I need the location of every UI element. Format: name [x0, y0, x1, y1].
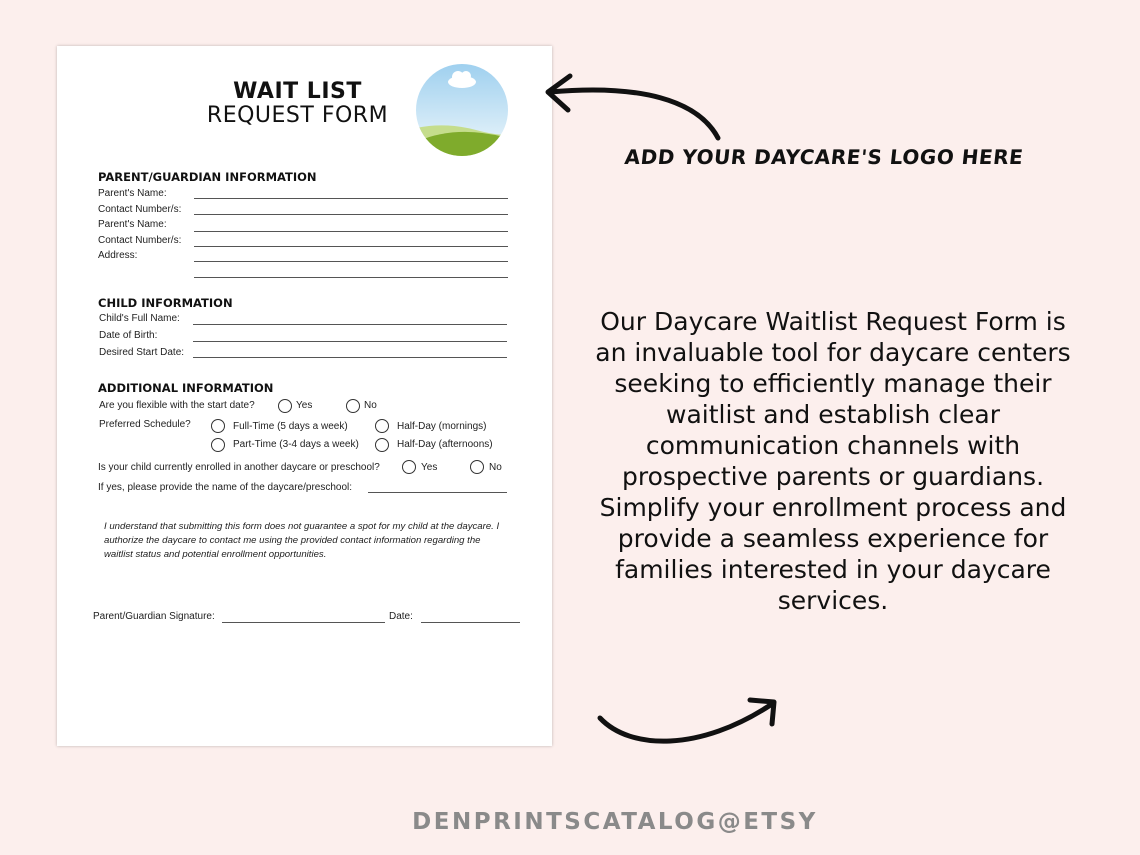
enrolled-no-radio[interactable]	[470, 460, 484, 474]
start-date-line[interactable]	[193, 357, 507, 358]
child-section-heading: CHILD INFORMATION	[98, 296, 233, 310]
signature-date-line[interactable]	[421, 622, 520, 623]
flexible-yes-label: Yes	[296, 400, 313, 411]
parent-section-heading: PARENT/GUARDIAN INFORMATION	[98, 170, 317, 184]
additional-section-heading: ADDITIONAL INFORMATION	[98, 381, 274, 395]
schedule-question: Preferred Schedule?	[99, 419, 191, 430]
full-time-label: Full-Time (5 days a week)	[233, 421, 348, 432]
full-time-radio[interactable]	[211, 419, 225, 433]
contact-number-line[interactable]	[194, 214, 508, 215]
dob-label: Date of Birth:	[99, 330, 158, 341]
logo-placeholder-icon	[416, 64, 508, 156]
enrolled-yes-radio[interactable]	[402, 460, 416, 474]
signature-label: Parent/Guardian Signature:	[93, 611, 215, 622]
address-label: Address:	[98, 250, 138, 261]
enrolled-no-label: No	[489, 462, 502, 473]
half-day-mornings-radio[interactable]	[375, 419, 389, 433]
form-title-line1: WAIT LIST	[233, 79, 362, 104]
enrolled-yes-label: Yes	[421, 462, 438, 473]
start-date-label: Desired Start Date:	[99, 347, 185, 358]
description-text: Our Daycare Waitlist Request Form is an invaluable tool for daycare centers seeking to efficiently manage their waitlist and establish clear communication channels with prospective parents or guardians. Simplify your enrollment process and provide a seamless experience for families interested in your daycare services.	[595, 307, 1071, 615]
parent-name-line[interactable]	[194, 198, 508, 199]
dob-line[interactable]	[193, 341, 507, 342]
contact-number-label: Contact Number/s:	[98, 204, 182, 215]
child-name-line[interactable]	[193, 324, 507, 325]
arrow-icon	[540, 70, 730, 150]
acknowledgement-statement: I understand that submitting this form does not guarantee a spot for my child at the daycare. I authorize the daycare to contact me using the provided contact information regarding the waitlist status and potential enrollment opportunities.	[104, 521, 500, 560]
contact-number-2-line[interactable]	[194, 246, 508, 247]
address-line-2[interactable]	[194, 277, 508, 278]
signature-line[interactable]	[222, 622, 385, 623]
date-label: Date:	[389, 611, 413, 622]
form-title-line2: REQUEST FORM	[206, 103, 389, 128]
half-day-afternoons-label: Half-Day (afternoons)	[397, 439, 493, 450]
parent-name-2-label: Parent's Name:	[98, 219, 167, 230]
enrolled-question: Is your child currently enrolled in another daycare or preschool?	[98, 462, 380, 473]
provide-name-label: If yes, please provide the name of the daycare/preschool:	[98, 482, 353, 493]
flexible-yes-radio[interactable]	[278, 399, 292, 413]
half-day-afternoons-radio[interactable]	[375, 438, 389, 452]
footer-shop-name: DENPRINTSCATALOG@ETSY	[412, 809, 818, 835]
contact-number-2-label: Contact Number/s:	[98, 235, 182, 246]
part-time-radio[interactable]	[211, 438, 225, 452]
child-name-label: Child's Full Name:	[99, 313, 180, 324]
flexible-no-label: No	[364, 400, 377, 411]
half-day-mornings-label: Half-Day (mornings)	[397, 421, 487, 432]
flexible-no-radio[interactable]	[346, 399, 360, 413]
flexible-question: Are you flexible with the start date?	[99, 400, 255, 411]
arrow-icon	[590, 690, 790, 760]
parent-name-2-line[interactable]	[194, 231, 508, 232]
parent-name-label: Parent's Name:	[98, 188, 167, 199]
daycare-name-line[interactable]	[368, 492, 507, 493]
address-line-1[interactable]	[194, 261, 508, 262]
add-logo-callout: ADD YOUR DAYCARE'S LOGO HERE	[623, 145, 1025, 169]
part-time-label: Part-Time (3-4 days a week)	[233, 439, 359, 450]
